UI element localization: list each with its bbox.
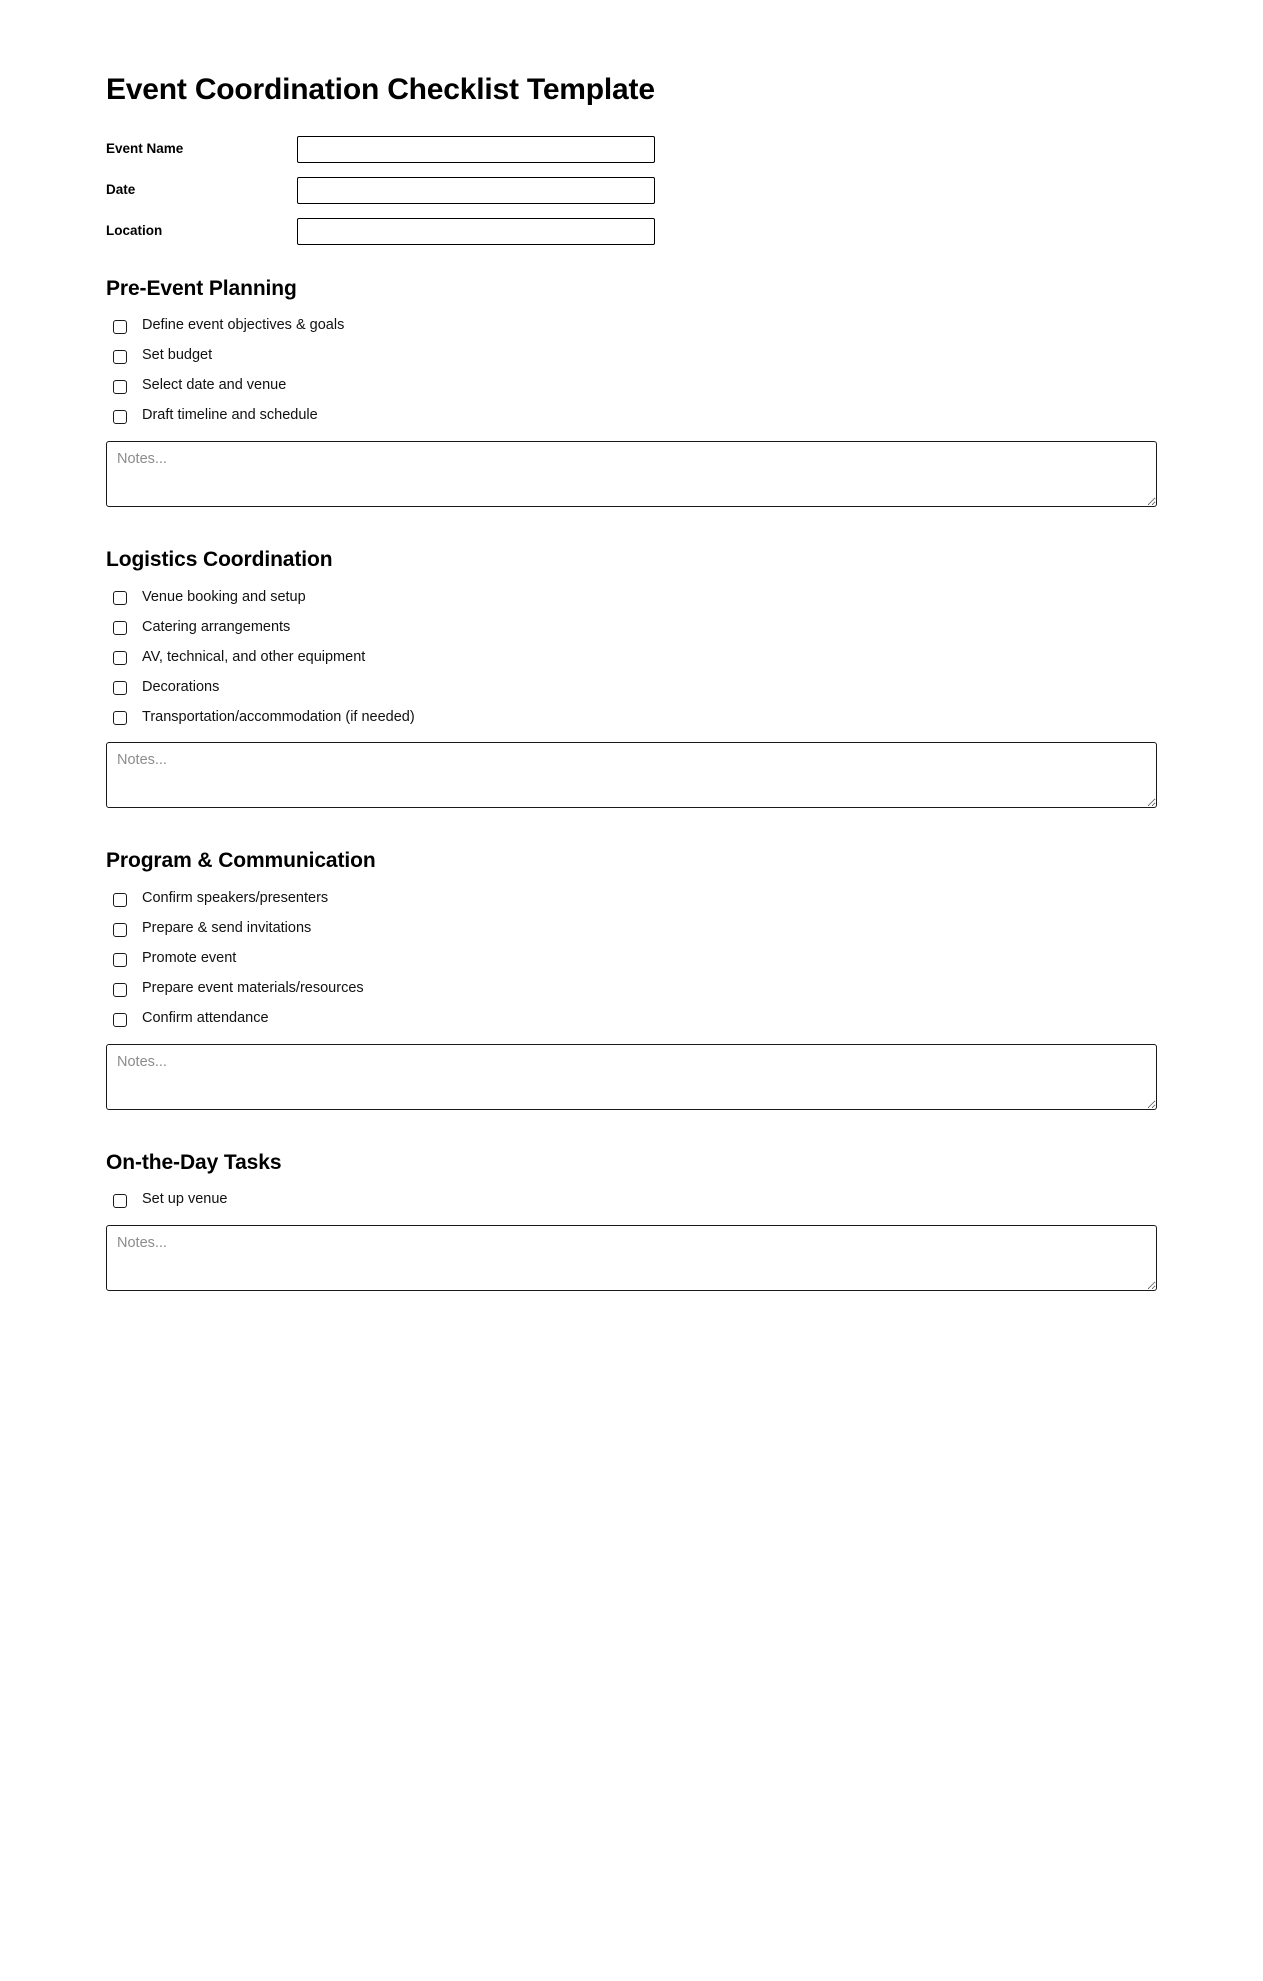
checklist-item-label: Confirm speakers/presenters <box>142 889 329 906</box>
checkbox[interactable] <box>113 983 127 997</box>
checkbox[interactable] <box>113 953 127 967</box>
checklist-item <box>106 708 1157 726</box>
checkbox[interactable] <box>113 893 127 907</box>
checklist <box>106 588 1157 726</box>
checklist-item-label: Venue booking and setup <box>142 588 306 605</box>
checklist-item-label: Decorations <box>142 678 220 695</box>
section-heading: Logistics Coordination <box>106 548 333 572</box>
meta-field-row <box>106 175 1157 205</box>
checklist <box>106 317 1157 425</box>
checklist-item-label: Prepare event materials/resources <box>142 979 364 996</box>
checklist-item-label: Catering arrangements <box>142 618 291 635</box>
checkbox[interactable] <box>113 621 127 635</box>
checklist-item-label: Prepare & send invitations <box>142 919 312 936</box>
checkbox[interactable] <box>113 681 127 695</box>
notes-textarea[interactable] <box>106 1044 1157 1110</box>
checklist-section <box>106 848 1157 1109</box>
section-heading: On-the-Day Tasks <box>106 1150 282 1174</box>
meta-field-input[interactable] <box>297 218 655 245</box>
meta-field-row <box>106 216 1157 246</box>
checklist-item-label: Draft timeline and schedule <box>142 407 318 424</box>
meta-field-input[interactable] <box>297 177 655 204</box>
meta-field-label: Date <box>106 181 136 197</box>
checkbox[interactable] <box>113 350 127 364</box>
meta-field-input[interactable] <box>297 136 655 163</box>
checklist-item <box>106 588 1157 606</box>
checklist-item-label: Transportation/accommodation (if needed) <box>142 708 415 725</box>
checklist-item-label: Define event objectives & goals <box>142 317 345 334</box>
meta-field-label: Location <box>106 222 163 238</box>
checkbox[interactable] <box>113 320 127 334</box>
checklist-item <box>106 377 1157 395</box>
checkbox[interactable] <box>113 651 127 665</box>
checklist-item <box>106 950 1157 968</box>
checklist-item-label: Promote event <box>142 949 237 966</box>
checklist-item <box>106 890 1157 908</box>
checkbox[interactable] <box>113 1194 127 1208</box>
checklist-item-label: Set up venue <box>142 1191 228 1208</box>
checklist <box>106 1191 1157 1209</box>
checklist-item <box>106 618 1157 636</box>
checklist-item <box>106 347 1157 365</box>
checkbox[interactable] <box>113 1013 127 1027</box>
checklist-item <box>106 648 1157 666</box>
checklist-section <box>106 547 1157 808</box>
checklist-item <box>106 678 1157 696</box>
checklist-item <box>106 980 1157 998</box>
checkbox[interactable] <box>113 711 127 725</box>
section-heading: Program & Communication <box>106 849 376 873</box>
checkbox[interactable] <box>113 380 127 394</box>
checkbox[interactable] <box>113 410 127 424</box>
checklist-item-label: Set budget <box>142 347 213 364</box>
checklist-item <box>106 1010 1157 1028</box>
notes-textarea[interactable] <box>106 1225 1157 1291</box>
page-title: Event Coordination Checklist Template <box>106 73 655 106</box>
notes-textarea[interactable] <box>106 441 1157 507</box>
meta-field-label: Event Name <box>106 140 184 156</box>
checkbox[interactable] <box>113 591 127 605</box>
checklist-item <box>106 1191 1157 1209</box>
section-heading: Pre-Event Planning <box>106 277 297 300</box>
checklist-section <box>106 1150 1157 1291</box>
checklist-section <box>106 276 1157 507</box>
checklist-item-label: Select date and venue <box>142 377 287 394</box>
notes-textarea[interactable] <box>106 742 1157 808</box>
checklist-item <box>106 920 1157 938</box>
event-meta-fields <box>106 134 1157 246</box>
checklist-item <box>106 317 1157 335</box>
checklist-item-label: AV, technical, and other equipment <box>142 648 366 665</box>
checklist-item <box>106 407 1157 425</box>
meta-field-row <box>106 134 1157 164</box>
checklist-item-label: Confirm attendance <box>142 1009 269 1026</box>
checklist-sections <box>106 276 1157 1291</box>
checklist <box>106 890 1157 1028</box>
checkbox[interactable] <box>113 923 127 937</box>
